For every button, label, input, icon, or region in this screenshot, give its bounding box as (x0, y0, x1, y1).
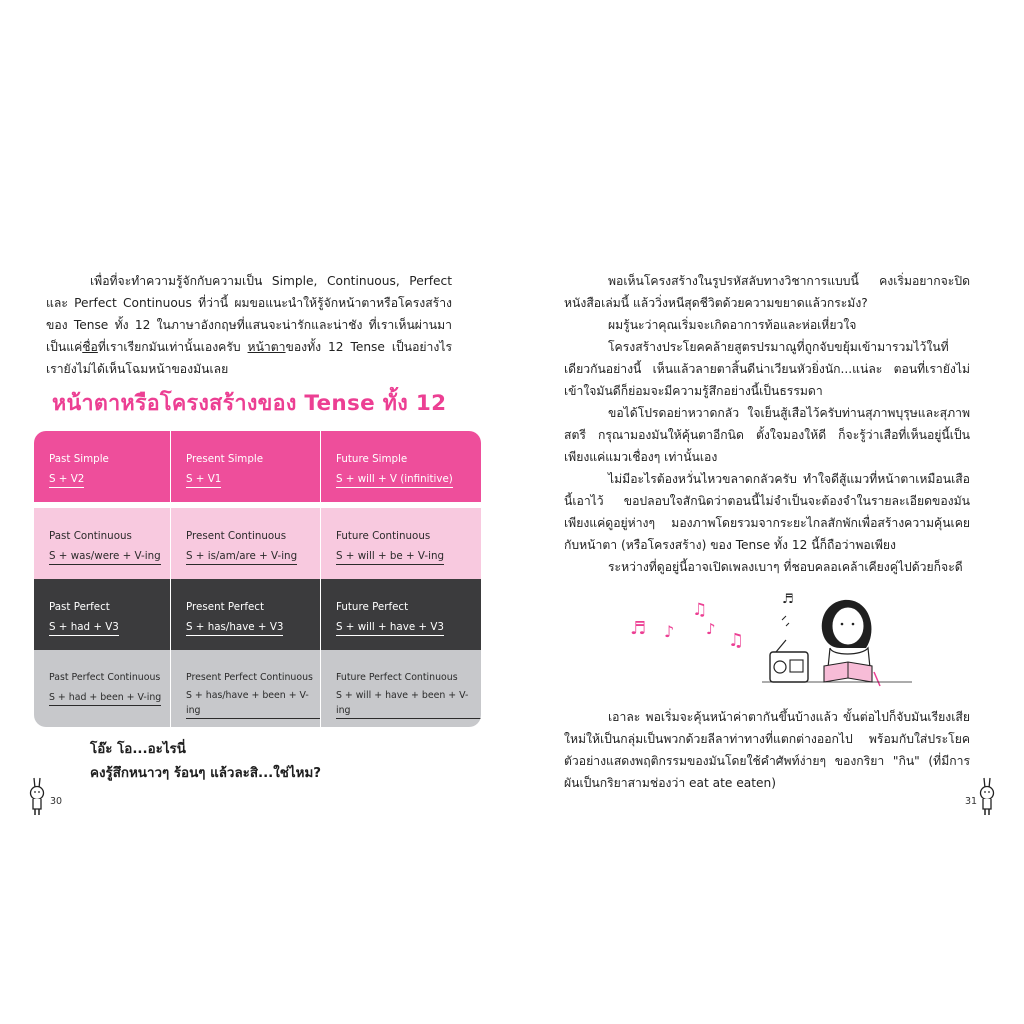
tense-formula: S + will + V (infinitive) (336, 472, 453, 488)
mascot-rabbit-icon (26, 776, 50, 816)
intro-underlined-face: หน้าตา (247, 340, 286, 354)
page-number-left: 30 (50, 796, 63, 807)
music-note-icon: ♫ (728, 630, 745, 651)
tense-name: Past Perfect (49, 601, 110, 613)
tense-structure-table (34, 431, 481, 727)
table-row-continuous (34, 508, 481, 579)
body-text-top (564, 270, 970, 578)
tense-formula: S + had + been + V-ing (49, 690, 161, 706)
body-text-bottom (564, 706, 970, 794)
tense-formula: S + will + have + V3 (336, 620, 444, 636)
tense-name: Present Perfect (186, 601, 264, 613)
tense-formula: S + V2 (49, 472, 84, 488)
callout-line-2: คงรู้สึกหนาวๆ ร้อนๆ แล้วละสิ...ใช่ไหม? (90, 766, 322, 781)
table-cell (34, 431, 170, 502)
paragraph: เอาละ พอเริ่มจะคุ้นหน้าค่าตากันขึ้นบ้างแล้ว ขั้นต่อไปก็จับมันเรียงเสียใหม่ให้เป็นกลุ่มเป็นพวกด้วยลีลาท่าทางที่แตกต่างออกไป พร้อมกับใส่ประโยคตัวอย่างแสดงพฤติกรรมของมันโดยใช้คำศัพท์ง่ายๆ ของกริยา "กิน" (ที่มีการผันเป็นกริยาสามช่องว่า eat ate eaten) (564, 710, 970, 790)
intro-text-3: ของทั้ง 12 Tense เป็นอย่างไร เรายังไม่ได้เห็นโฉมหน้าของมันเลย (46, 340, 453, 376)
paragraph: ระหว่างที่ดูอยู่นี้อาจเปิดเพลงเบาๆ ที่ชอบคลอเคล้าเคียงคู่ไปด้วยก็จะดี (608, 560, 963, 574)
table-cell (170, 650, 320, 727)
intro-text-2: ที่เราเรียกมันเท่านั้นเองครับ (97, 340, 241, 354)
right-page (512, 0, 1024, 1024)
paragraph: พอเห็นโครงสร้างในรูปรหัสลับทางวิชาการแบบนี้ คงเริ่มอยากจะปิดหนังสือเล่มนี้ แล้ววิ่งหนีสุดชีวิตด้วยความขยาดแล้วกระมัง? (564, 274, 970, 310)
callout-text (90, 738, 321, 786)
table-cell (34, 650, 170, 727)
table-cell (170, 431, 320, 502)
tense-name: Present Continuous (186, 530, 287, 542)
tense-formula: S + will + have + been + V-ing (336, 688, 481, 719)
page-number-right: 31 (965, 796, 978, 807)
callout-line-1: โอ๊ะ โอ...อะไรนี่ (90, 742, 186, 757)
table-cell (34, 579, 170, 650)
tense-name: Present Simple (186, 453, 264, 465)
table-cell (170, 508, 320, 579)
tense-name: Past Simple (49, 453, 109, 465)
table-row-simple (34, 431, 481, 502)
tense-name: Future Continuous (336, 530, 431, 542)
tense-formula: S + will + be + V-ing (336, 549, 444, 565)
table-row-perfect-continuous (34, 650, 481, 727)
table-cell (320, 579, 481, 650)
intro-underlined-name: ชื่อ (82, 340, 98, 354)
tense-formula: S + has/have + been + V-ing (186, 688, 320, 719)
table-cell (170, 579, 320, 650)
table-cell (320, 431, 481, 502)
tense-name: Future Perfect Continuous (336, 672, 458, 683)
table-row-perfect (34, 579, 481, 650)
tense-name: Future Perfect (336, 601, 409, 613)
tense-name: Present Perfect Continuous (186, 672, 313, 683)
paragraph: ขอได้โปรดอย่าหวาดกลัว ใจเย็นสู้เสือไว้ครับท่านสุภาพบุรุษและสุภาพสตรี กรุณามองมันให้คุ้นตาอีกนิด ตั้งใจมองให้ดี ก็จะรู้ว่าเสือที่เห็นอยู่นี้เป็นเพียงแค่แมวเชื่องๆ เท่านั้นเอง (564, 406, 970, 464)
music-note-icon: ♬ (782, 592, 794, 607)
intro-paragraph (46, 270, 452, 380)
table-cell (320, 650, 481, 727)
table-cell (34, 508, 170, 579)
tense-name: Past Perfect Continuous (49, 672, 161, 683)
mascot-rabbit-icon (976, 776, 1000, 816)
paragraph: ไม่มีอะไรต้องหวั่นไหวขลาดกลัวครับ ทำใจดีสู้แมวที่หน้าตาเหมือนเสือนี้เอาไว้ ขอปลอบใจสักนิดว่าตอนนี้ไม่จำเป็นจะต้องจำในรายละเอียดของมัน เพียงแค่ดูอยู่ห่างๆ มองภาพโดยรวมจากระยะไกลสักพักเพื่อสร้างความคุ้นเคยกับหน้าตา (หรือโครงสร้าง) ของ Tense ทั้ง 12 นี้ก็ถือว่าพอเพียง (564, 472, 970, 552)
tense-formula: S + has/have + V3 (186, 620, 283, 636)
music-note-icon: ♪ (706, 620, 716, 638)
tense-formula: S + was/were + V-ing (49, 549, 161, 565)
music-note-icon: ♫ (692, 600, 708, 620)
music-note-icon: ♪ (664, 622, 675, 641)
tense-name: Past Continuous (49, 530, 132, 542)
tense-formula: S + is/am/are + V-ing (186, 549, 297, 565)
paragraph: ผมรู้นะว่าคุณเริ่มจะเกิดอาการท้อและห่อเหี่ยวใจ (608, 318, 857, 332)
music-note-icon: ♬ (630, 618, 647, 639)
tense-name: Future Simple (336, 453, 408, 465)
paragraph: โครงสร้างประโยคคล้ายสูตรปรมาณูที่ถูกจับขยุ้มเข้ามารวมไว้ในที่เดียวกันอย่างนี้ เห็นแล้วลายตาสิ้นดีน่าเวียนหัวยิ่งนัก...แน่ละ ตอนที่เรายังไม่เข้าใจมันดีก็ย่อมจะมีความรู้สึกอย่างนี้เป็นธรรมดา (564, 340, 970, 398)
intro-text-1: เพื่อที่จะทำความรู้จักกับความเป็น Simple, Continuous, Perfect และ Perfect Continuous ที่ว่านี้ ผมขอแนะนำให้รู้จักหน้าตาหรือโครงสร้างของ Tense ทั้ง 12 ในภาษาอังกฤษที่แสนจะน่ารักและน่าชัง ที่เราเห็นผ่านมาเป็นแค่ (46, 274, 452, 354)
table-cell (320, 508, 481, 579)
tense-table-heading: หน้าตาหรือโครงสร้างของ Tense ทั้ง 12 (52, 391, 447, 416)
music-illustration (630, 590, 920, 690)
girl-reading-icon (762, 590, 912, 690)
tense-formula: S + V1 (186, 472, 221, 488)
tense-formula: S + had + V3 (49, 620, 119, 636)
